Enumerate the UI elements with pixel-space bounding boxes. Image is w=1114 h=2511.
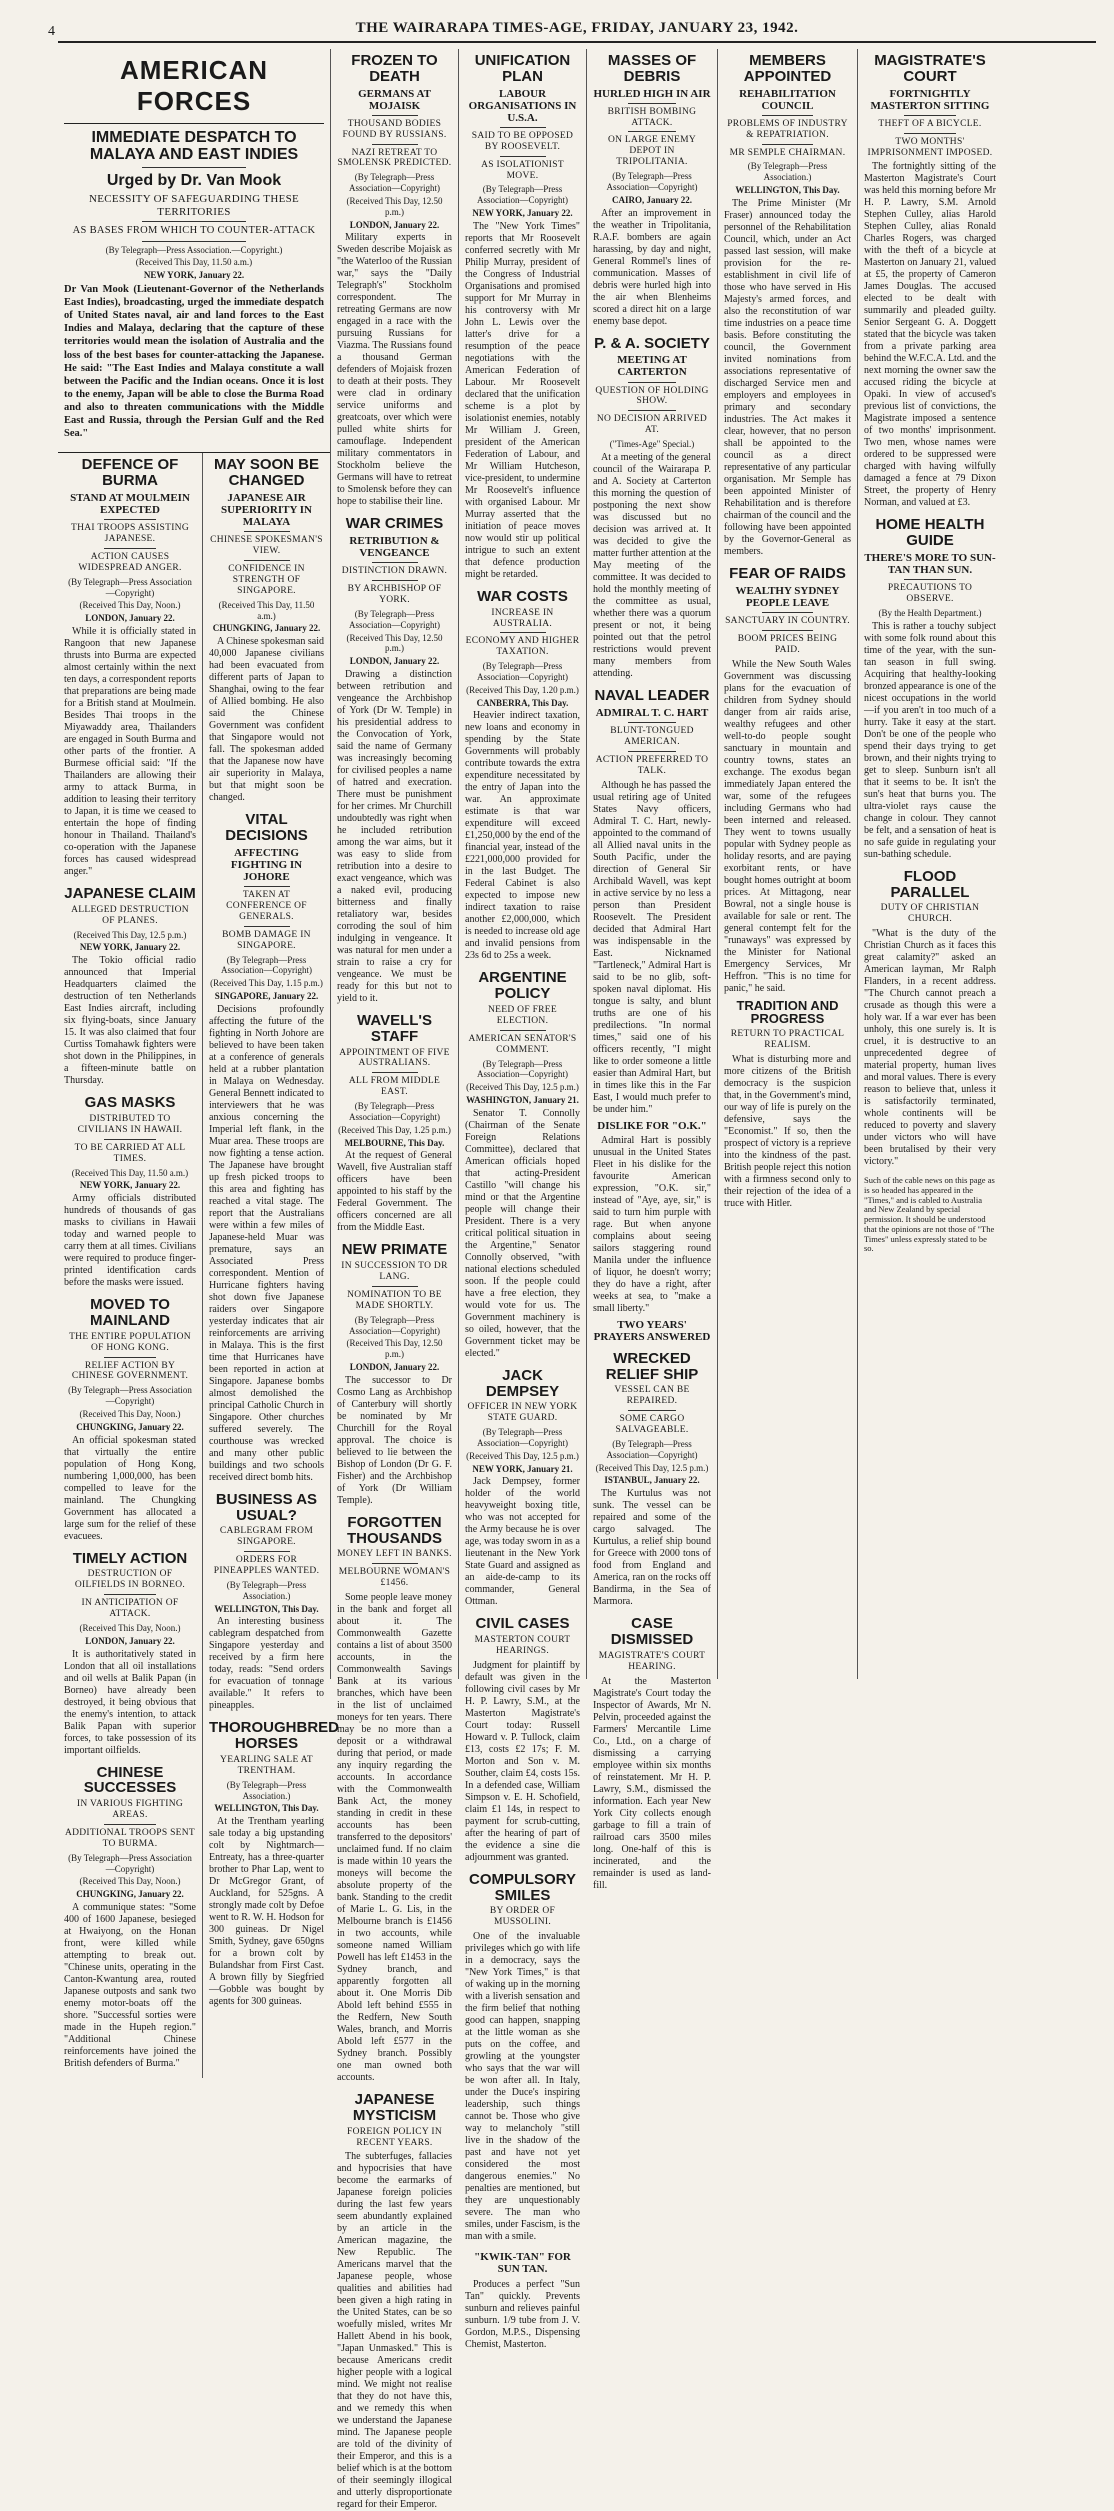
article-body: One of the invaluable privileges which go with life in a democracy, says the "New York Times," is that of waking up in the morning with a liverish sensation and the firm belief that nothing good can happen, snapping at the little woman as she puts on the coffee, and growling at the youngster who says that the war will be won after all. In Italy, under the Duce's inspiring leadership, such things cannot be. Those who give way to melancholy "still live in the shadow of the past and have not yet considered the most dangerous enemies." No penalties are mentioned, but they are unquestionably severe. The man who smiles, under Fascism, is the man with a smile. — [465, 1931, 580, 2243]
dateline: (Received This Day, 12.50 p.m.) — [346, 632, 443, 654]
headline: CIVIL CASES — [475, 1615, 570, 1633]
headline: NAVAL LEADER — [594, 687, 710, 705]
article-unification-plan — [465, 53, 580, 581]
column-1 — [58, 453, 203, 2078]
subheadline: HURLED HIGH IN AIR — [593, 87, 711, 100]
deck: DESTRUCTION OF OILFIELDS IN BORNEO. — [74, 1569, 186, 1591]
dateline: (Received This Day, 12.5 p.m.) — [73, 929, 187, 940]
deck: TWO MONTHS' IMPRISONMENT IMPOSED. — [867, 136, 993, 158]
deck: IN VARIOUS FIGHTING AREAS. — [76, 1799, 184, 1821]
article-body: The successor to Dr Cosmo Lang as Archbishop of Canterbury will shortly be nominated by Mr Churchill for the Royal approval. The choice is believed to lie between the Bishop of London (Dr G. F. Fisher) and the Archbishop of York (Dr William Temple). — [337, 1374, 452, 1506]
deck: AS ISOLATIONIST MOVE. — [481, 159, 564, 181]
article-japanese-mysticism — [337, 2092, 452, 2511]
article-body: At a meeting of the general council of the Wairarapa P. and A. Society at Carterton this morning the question of postponing the next show was discussed but no decision was arrived at. It was decided to give the matter further attention at the May meeting of the committee. It was decided to hold the monthly meeting of the committee as usual, whether there was a quorum present or not, it being pointed out that the petrol restrictions would prevent many members from attending. — [593, 452, 711, 680]
headline: UNIFICATION PLAN — [474, 52, 571, 85]
dateline: WASHINGTON, January 21. — [466, 1095, 579, 1106]
dateline: NEW YORK, January 22. — [79, 1180, 181, 1191]
dateline: (By Telegraph—Press Association—Copyright) — [477, 1058, 568, 1080]
article-timely-action — [64, 1551, 196, 1757]
headline: MEMBERS APPOINTED — [743, 52, 832, 85]
deck: ORDERS FOR PINEAPPLES WANTED. — [213, 1555, 320, 1577]
deck: ECONOMY AND HIGHER TAXATION. — [465, 636, 580, 658]
deck: QUESTION OF HOLDING SHOW. — [595, 385, 709, 407]
article-defence-of-burma — [64, 457, 196, 878]
dateline: CHUNGKING, January 22. — [212, 623, 321, 634]
section-subhead: TWO YEARS' PRAYERS ANSWERED — [593, 1318, 711, 1343]
article-wrecked-relief-ship — [593, 1351, 711, 1608]
dateline: WELLINGTON, This Day. — [214, 1603, 319, 1614]
left-block — [58, 49, 339, 2069]
article-frozen-to-death — [337, 53, 452, 508]
column-7 — [858, 49, 1002, 1679]
article-body: The fortnightly sitting of the Masterton Magistrate's Court was held this morning before Mr H. P. Lawry, S.M. Arnold Stephen Culley, alias Harold Stephen Culley, alias Ronald Charles Rogers, was charged with the theft of a bicycle at Masterton on January 21, valued at £5, the property of Cameron James Douglas. The accused elected to be dealt with summarily and pleaded guilty. Senior Sergeant G. A. Doggett stated that the bicycle was taken from a private parking area behind the W.F.C.A. Ltd. and the next morning the owner saw the accused riding the bicycle at Opaki. In view of accused's previous list of convictions, the Magistrate imposed a sentence of two months' imprisonment. Two men, whose names were ordered to be suppressed were charged with having wilfully damaged a fence at 79 Dixon Street, the property of Henry Norman, and valued at £3. — [864, 161, 996, 509]
dateline: LONDON, January 22. — [85, 613, 175, 624]
deck: DUTY OF CHRISTIAN CHURCH. — [880, 903, 980, 925]
article-fear-of-raids — [724, 566, 851, 1210]
dateline: (By Telegraph—Press Association—Copyright) — [68, 1385, 192, 1407]
deck: INCREASE IN AUSTRALIA. — [491, 607, 554, 629]
dateline: LONDON, January 22. — [349, 219, 440, 230]
dateline: (Received This Day, 11.50 a.m.) — [135, 257, 253, 268]
deck: TAKEN AT CONFERENCE OF GENERALS. — [226, 889, 307, 922]
dateline: (By Telegraph—Press Association—Copyright) — [477, 1427, 568, 1448]
headline: MASSES OF DEBRIS — [607, 52, 697, 85]
dateline: (Received This Day, 12.50 p.m.) — [346, 195, 443, 217]
deck: ON LARGE ENEMY DEPOT IN TRIPOLITANIA. — [607, 135, 697, 168]
deck: NOMINATION TO BE MADE SHORTLY. — [347, 1290, 442, 1311]
subheadline: RETRIBUTION & VENGEANCE — [349, 535, 440, 560]
article-flood-parallel — [864, 869, 996, 1254]
advertisement-kwik-tan — [465, 2251, 580, 2350]
article-body: Some people leave money in the bank and forget all about it. The Commonwealth Gazette contains a list of about 3500 accounts, in the Commonwealth Savings Bank at its various branches, which have been in the list of unclaimed moneys for ten years. There may be no more than a deposit or a withdrawal during that period, or made any inquiry regarding the accounts. In accordance with the Commonwealth Bank Act, the money standing in credit in these accounts has been transferred to the depositors' unclaimed fund. If no claim is made within 10 years the moneys will become the absolute property of the bank. Standing to the credit of Marie L. G. Lis, in the Melbourne branch is £1456 in two accounts, while someone named William Powell has left £1453 in the Sydney branch, and apparently forgotten all about it. One Morris Dib Abold left behind £555 in the Redfern, New South Wales, branch, and Morris Abold left £577 in the Sydney branch. Possibly one man owned both accounts. — [337, 1592, 452, 2084]
deck: MONEY LEFT IN BANKS. — [337, 1549, 452, 1560]
dateline: (Received This Day, Noon.) — [79, 600, 181, 611]
headline: MOVED TO MAINLAND — [90, 1296, 170, 1329]
dateline: ("Times-Age" Special.) — [609, 439, 695, 450]
dateline: WELLINGTON, This Day. — [735, 185, 840, 196]
article-body: Drawing a distinction between retribution and vengeance the Archbishop of York (Dr W. Temple) in his presidential address to the Convocation of York, said the name of Germany was increasingly becoming for civilised peoples a name of hatred and execration. There must be punishment for her crimes. Mr Churchill undoubtedly was right when he included retribution among the war aims, but it was easy to slide from retribution into a desire to exact vengeance, which was a naked evil, producing bitterness and finally retaliatory war, besides corroding the soul of him indulging in vengeance. It was natural for men under a strain to raise a cry for vengeance. We must be ready for this but not to yield to it. — [337, 669, 452, 1005]
article-may-soon-be-changed — [209, 457, 324, 804]
deck: CONFIDENCE IN STRENGTH OF SINGAPORE. — [228, 564, 305, 596]
deck: NEED OF FREE ELECTION. — [487, 1004, 558, 1026]
dateline: SINGAPORE, January 22. — [214, 990, 319, 1001]
dateline: ISTANBUL, January 22. — [604, 1475, 700, 1486]
headline: P. & A. SOCIETY — [594, 334, 710, 352]
dateline: (Received This Day, 12.50 p.m.) — [346, 1338, 443, 1360]
deck: AS BASES FROM WHICH TO COUNTER-ATTACK — [72, 225, 316, 237]
column-6 — [718, 49, 858, 1679]
deck: MELBOURNE WOMAN'S £1456. — [338, 1567, 451, 1589]
dateline: MELBOURNE, This Day. — [344, 1137, 445, 1148]
article-body: A Chinese spokesman said 40,000 Japanese civilians had been evacuated from different parts of Japan to Shanghai, owing to the fear of Allied bombing. He also said the Chinese Government was confident that Singapore would not fall. The spokesman added that the Japanese now have air superiority in Malaya, but that might soon be changed. — [209, 636, 324, 804]
article-american-forces — [58, 49, 330, 444]
dateline: (By Telegraph—Press Association—Copyright) — [68, 576, 192, 598]
article-body: At the request of General Wavell, five Australian staff officers have been appointed to his staff by the Federal Government. The officers concerned are all from the Middle East. — [337, 1150, 452, 1234]
article-moved-to-mainland — [64, 1297, 196, 1542]
article-body: Senator T. Connolly (Chairman of the Senate Foreign Relations Committee), declared that American officials hoped that acting-President Castillo "will change his mind or that the Argentine people will change their President. There is a very critical political situation in the Argentine," Senator Connolly observed, "with national elections scheduled soon. If the people could have a free election, they would vote for us. The Government machinery is so oiled, however, that the Government ticket may be elected." — [465, 1107, 580, 1359]
dateline: (Received This Day, 12.5 p.m.) — [466, 1450, 579, 1461]
dateline: (Received This Day, Noon.) — [79, 1623, 181, 1634]
dateline: (By Telegraph—Press Association.) — [747, 161, 828, 183]
headline: CASE DISMISSED — [610, 1615, 694, 1648]
dateline: (By Telegraph—Press Association—Copyright) — [606, 1439, 698, 1460]
headline: ARGENTINE POLICY — [478, 969, 567, 1003]
headline: FEAR OF RAIDS — [729, 564, 846, 582]
article-body: While it is officially stated in Rangoon that new Japanese thrusts into Burma are expected almost certainly within the next ten days, a correspondent reports that preparations are being made for a British stand at Moulmein. Besides Thai troops in the Miyawaddy area, Thailanders are engaged in South Burma and other parts of the frontier. A Burmese official said: "If the Thailanders are allowing their army to attack Burma, in addition to leasing their territory to Japan, it is time we ceased to entertain the hope of finding honour in Thailand. Thailand's co-operation with the Japanese forces has caused widespread anger." — [64, 625, 196, 877]
subheadline: REHABILITATION COUNCIL — [739, 87, 836, 112]
masthead-title: THE WAIRARAPA TIMES-AGE, FRIDAY, JANUARY 23, 1942. — [355, 20, 799, 36]
deck: FOREIGN POLICY IN RECENT YEARS. — [347, 2126, 442, 2148]
deck: DISTINCTION DRAWN. — [341, 566, 448, 577]
subheadline: MEETING AT CARTERTON — [617, 354, 687, 379]
deck: CHINESE SPOKESMAN'S VIEW. — [210, 535, 323, 557]
deck: BRITISH BOMBING ATTACK. — [607, 106, 697, 128]
deck: BOMB DAMAGE IN SINGAPORE. — [222, 929, 311, 951]
headline: THOROUGHBRED HORSES — [209, 1719, 339, 1753]
dateline: NEW YORK, January 21. — [472, 1463, 573, 1474]
dateline: (Received This Day, 12.5 p.m.) — [595, 1462, 709, 1473]
deck: CABLEGRAM FROM SINGAPORE. — [219, 1526, 314, 1548]
dateline: (By Telegraph—Press Association.) — [226, 1779, 307, 1801]
article-war-costs — [465, 589, 580, 963]
deck: OFFICER IN NEW YORK STATE GUARD. — [467, 1402, 578, 1424]
subheadline: ADMIRAL T. C. HART — [595, 706, 709, 719]
deck: THAI TROOPS ASSISTING JAPANESE. — [70, 523, 190, 545]
article-body: An interesting business cablegram despatched from Singapore yesterday and received by a firm here today, reads: "Send orders for evacuation of tonnage available." It refers to pineapples. — [209, 1616, 324, 1712]
article-body: A communique states: "Some 400 of 1600 Japanese, besieged at Hwaiyong, on the Honan front, were killed while attempting to break out. "Chinese units, operating in the Canton-Kwantung area, routed Japanese outposts and sank two enemy motor-boats off the shore. "Successful sorties were made in the Hupeh region." "Additional Chinese reinforcements have joined the British defenders of Burma." — [64, 1901, 196, 2069]
article-civil-cases — [465, 1616, 580, 1864]
headline: TIMELY ACTION — [72, 1549, 188, 1567]
headline: FLOOD PARALLEL — [890, 867, 970, 901]
deck: BY ARCHBISHOP OF YORK. — [347, 584, 442, 606]
subheadline: IMMEDIATE DESPATCH TO MALAYA AND EAST INDIES — [89, 129, 299, 163]
dateline: (By Telegraph—Press Association—Copyright) — [477, 184, 568, 206]
deck: ADDITIONAL TROOPS SENT TO BURMA. — [64, 1827, 196, 1849]
dateline: CHUNGKING, January 22. — [76, 1421, 184, 1432]
article-chinese-successes — [64, 1765, 196, 2070]
deck: THEFT OF A BICYCLE. — [878, 118, 982, 129]
article-body: Jack Dempsey, former holder of the world heavyweight boxing title, who was not accepted for the Army because he is over age, was today sworn in as a lieutenant in the New York State Guard and assigned as an aide-de-camp to its commander, General Ottman. — [465, 1476, 580, 1608]
article-body: The "New York Times" reports that Mr Roosevelt conferred secretly with Mr Philip Murray, president of the Congress of Industrial Organisations and promised support for Mr Murray in his controversy with Mr John L. Lewis over the latter's drive for a resumption of the peace negotiations with the American Federation of Labour. Mr Roosevelt declared that the unification scheme is a plot by isolationist enemies, notably Mr William J. Green, president of the American Federation of Labour, and Mr William Hutcheson, vice-president, to undermine Mr Roosevelt's influence with organised Labour. Mr Murray asserted that the initiation of peace moves now would stir up political intrigue to such an extent that defence production might be retarded. — [465, 220, 580, 580]
article-war-crimes — [337, 516, 452, 1005]
dateline: (Received This Day, Noon.) — [79, 1876, 181, 1887]
headline: COMPULSORY SMILES — [469, 1870, 576, 1904]
deck: BY ORDER OF MUSSOLINI. — [489, 1906, 556, 1928]
deck: MAGISTRATE'S COURT HEARING. — [598, 1650, 706, 1672]
columns — [58, 49, 1096, 2511]
deck: TO BE CARRIED AT ALL TIMES. — [74, 1142, 186, 1164]
deck: THOUSAND BODIES FOUND BY RUSSIANS. — [342, 118, 447, 140]
article-body: The subterfuges, fallacies and hypocrisies that have become the earmarks of Japanese foreign policies during the last few years seem abundantly explained by an article in the American magazine, the New Republic. The Americans marvel that the Japanese people, whose qualities and abilities had been given a high rating in the United States, can be so woefully misled, writes Mr Hallett Abend in his book, "Japan Unmasked." This is because Americans credit higher people with a logical mind. We might not realise that they do not have this, and we remedy this when we understand the Japanese mind. The Japanese people are told of the divinity of their Emperor, and this is a belief which is at the bottom of their seemingly illogical and utterly disproportionate regard for their Emperor. — [337, 2151, 452, 2511]
dateline: CAIRO, January 22. — [611, 194, 692, 205]
deck: DISTRIBUTED TO CIVILIANS IN HAWAII. — [77, 1113, 183, 1135]
masthead — [48, 20, 1096, 43]
dateline: WELLINGTON, This Day. — [214, 1803, 319, 1814]
dateline: (By Telegraph—Press Association—Copyright) — [349, 1101, 440, 1123]
dateline: CANBERRA, This Day. — [476, 697, 569, 708]
subheadline: LABOUR ORGANISATIONS IN U.S.A. — [468, 87, 577, 124]
deck: ACTION PREFERRED TO TALK. — [595, 754, 709, 776]
subheadline: WEALTHY SYDNEY PEOPLE LEAVE — [735, 584, 840, 609]
byline: Urged by Dr. Van Mook — [106, 171, 282, 189]
article-thoroughbred-horses — [209, 1719, 339, 2008]
dateline: (By the Health Department.) — [878, 607, 982, 618]
deck: IN ANTICIPATION OF ATTACK. — [81, 1598, 179, 1620]
article-body: "What is the duty of the Christian Church as it faces this great calamity?" asked an American layman, Mr Ralph Flanders, in a recent address. "The Church cannot preach a crusade as though this were a holy war. If a war ever has been unholy, this one surely is. It is cruel, it is destructive to an unprecedented degree of material property, human lives and moral values. There is every reason to believe that, unless it is satisfactorily terminated, whole continents will be reduced to poverty and slavery under victors who will have been brutalised by their very victory." — [864, 928, 996, 1168]
subheadline: JAPANESE AIR SUPERIORITY IN MALAYA — [221, 491, 312, 529]
article-gas-masks — [64, 1095, 196, 1289]
article-body: Heavier indirect taxation, new loans and economy in spending by the State Governments will probably contribute towards the extra expenditure necessitated by the entry of Japan into the war. An approximate estimate is that war expenditure will exceed £1,250,000 by the end of the financial year, instead of the £221,000,000 provided for in the last Budget. The Federal Cabinet is also expected to impose new indirect taxation to raise another £2,000,000, which is needed to increase old age and invalid pensions from 23s 6d to 25s a week. — [465, 710, 580, 962]
headline: WAR CRIMES — [345, 515, 444, 533]
article-body: While the New South Wales Government was discussing plans for the evacuation of children from Sydney should danger from air raids arise, wealthy refugees and other well-to-do people sought sanctuary in mountain and country towns, states an exchange. The exodus began immediately Japan entered the war, some of the refugees including Germans who had been interned and released. They went to towns usually popular with Sydney people as holiday resorts, and are paying exorbitant rents, or have bought homes outright at boom prices. At Mittagong, near Bowral, not a single house is available for sale or rent. The general contempt felt for the "runaways" was expressed by the Minister for National Emergency Services, Mr Heffron. "This is no time for panic," he said. — [724, 658, 851, 994]
headline: DEFENCE OF BURMA — [81, 456, 179, 490]
headline: VITAL DECISIONS — [225, 811, 308, 844]
deck: RELIEF ACTION BY CHINESE GOVERNMENT. — [71, 1360, 189, 1382]
dateline: (Received This Day, 1.25 p.m.) — [338, 1124, 451, 1135]
article-pa-society — [593, 336, 711, 680]
deck: BLUNT-TONGUED AMERICAN. — [610, 725, 694, 747]
headline: WAR COSTS — [477, 587, 568, 605]
deck: ALL FROM MIDDLE EAST. — [348, 1076, 441, 1098]
article-home-health-guide — [864, 517, 996, 860]
article-body: Dr Van Mook (Lieutenant-Governor of the Netherlands East Indies), broadcasting, urged the immediate despatch of United States naval, air and land forces to the East Indies and Malaya, declaring that the capture of these territories would mean the isolation of Australia and the loss of the best bases for counter-attacking the Japanese. He said: "The East Indies and Malaya constitute a wall between the Pacific and the Indian oceans. Once it is lost to the enemy, Japan will be able to close the Burma Road and also to threaten communications with the Middle East and Russia, through the Persian Gulf and the Red Sea." — [64, 283, 324, 440]
ad-heading: "KWIK-TAN" FOR SUN TAN. — [474, 2251, 571, 2276]
article-members-appointed — [724, 53, 851, 558]
dateline: LONDON, January 22. — [349, 1362, 440, 1373]
headline: BUSINESS AS USUAL? — [215, 1490, 318, 1524]
deck: MR SEMPLE CHAIRMAN. — [729, 147, 846, 158]
article-body: The Kurtulus was not sunk. The vessel can be repaired and some of the cargo salvaged. The Kurtulus, a relief ship bound for Greece with 2000 tons of food from England and America, ran on the rocks off Bandirma, in the Sea of Marmora. — [593, 1488, 711, 1608]
column-5 — [587, 49, 718, 1891]
article-body: Decisions profoundly affecting the future of the fighting in North Johore are believed to have been taken at a conference of generals held at a rubber plantation in Malaya on Wednesday. General Bennett indicated to interviewers that he was anxious concerning the Imperial left flank, in the Muar area. These troops are now fighting a tense action. The Japanese have brought up fresh picked troops to this area and fighting has reached a vital stage. The report that the Australians were within a few miles of Japanese-held Muar was premature, says an Associated Press correspondent. Mention of Hurricane fighters having shot down five Japanese raiders over Singapore yesterday indicates that air reinforcements are arriving in Malaya. This is the first time that Hurricanes have been reported in action at Singapore. Japanese bombs almost demolished the principal Catholic Church in Singapore. Other churches suffered severely. The courthouse was wrecked and many other public buildings and two schools received direct bomb hits. — [209, 1003, 324, 1483]
dateline: (Received This Day, 12.5 p.m.) — [466, 1082, 579, 1093]
headline: AMERICAN FORCES — [119, 55, 269, 116]
headline: JAPANESE MYSTICISM — [352, 2091, 437, 2124]
article-compulsory-smiles — [465, 1872, 580, 2243]
dateline: NEW YORK, January 22. — [79, 942, 181, 953]
deck: AMERICAN SENATOR'S COMMENT. — [468, 1033, 577, 1055]
headline: WAVELL'S STAFF — [357, 1012, 432, 1045]
dateline: LONDON, January 22. — [349, 656, 440, 667]
deck: MASTERTON COURT HEARINGS. — [474, 1635, 571, 1657]
dateline: (By Telegraph—Press Association—Copyright) — [349, 1314, 440, 1336]
deck: ALLEGED DESTRUCTION OF PLANES. — [71, 904, 189, 926]
deck: SAID TO BE OPPOSED BY ROOSEVELT. — [471, 130, 574, 152]
article-jack-dempsey — [465, 1368, 580, 1609]
article-body: Military experts in Sweden describe Mojaisk as "the Waterloo of the Russian war," says the "Daily Telegraph's" Stockholm correspondent. The retreating Germans are now engaged in a race with the pursuing Russians for Viazma. The Russians found a thousand German defenders of Mojaisk frozen to death at their posts. They were clad in ordinary service uniforms and greatcoats, over which were pulled white shirts for camouflage. Independent military commentators in Stockholm believe the Germans will have to retreat to Smolensk before they can hope to stabilise their line. — [337, 232, 452, 508]
dateline: (Received This Day, 11.50 a.m.) — [71, 1167, 189, 1178]
dateline: (By Telegraph—Press Association.—Copyright.) — [105, 244, 283, 255]
deck: THE ENTIRE POPULATION OF HONG KONG. — [69, 1331, 191, 1353]
ad-body: Produces a perfect "Sun Tan" quickly. Prevents sunburn and relieves painful sunburn. 1/9 tube from J. V. Gordon, M.P.S., Dispensing Chemist, Masterton. — [465, 2278, 580, 2350]
article-body: Although he has passed the usual retiring age of United States Navy officers, Admiral T. C. Hart, newly-appointed to the command of all Allied naval units in the South Pacific, under the direction of General Sir Archibald Wavell, was kept in active service by no less a person than President Roosevelt. The President decided that Admiral Hart was indispensable in the East. Nicknamed "Tartleneck," Admiral Hart is said to be no glib, soft-spoken naval diplomat. His tongue is salty, and blunt truths are one of his predilections. "In normal times," said one of his officers recently, "I might like to order someone a little easier than Admiral Hart, but in times like this in the Far East, I would much prefer to be under him." — [593, 779, 711, 1115]
article-body: It is authoritatively stated in London that all oil installations and oil wells at Balik Papan (in Borneo) have already been destroyed, it being obvious that the enemy's intention, to attack Balik Papan with superior forces, to take possession of its important oilfields. — [64, 1648, 196, 1756]
subheadline: AFFECTING FIGHTING IN JOHORE — [230, 846, 303, 883]
dateline: NEW YORK, January 22. — [143, 270, 245, 281]
column-3 — [331, 49, 459, 2511]
article-body: After an improvement in the weather in Tripolitania, R.A.F. bombers are again harassing, by day and night, General Rommel's lines of communication. Masses of debris were hurled high into the air when Blenheims scored a direct hit on a large enemy base depot. — [593, 207, 711, 327]
deck: NAZI RETREAT TO SMOLENSK PREDICTED. — [337, 147, 452, 169]
article-business-as-usual — [209, 1492, 324, 1713]
section-subhead: DISLIKE FOR "O.K." — [597, 1119, 707, 1132]
headline: FROZEN TO DEATH — [351, 52, 438, 85]
deck: BOOM PRICES BEING PAID. — [737, 633, 838, 655]
headline: MAGISTRATE'S COURT — [874, 52, 986, 85]
dateline: (By Telegraph—Press Association—Copyright) — [477, 661, 568, 683]
subheadline: THERE'S MORE TO SUN-TAN THAN SUN. — [864, 551, 996, 577]
deck: NO DECISION ARRIVED AT. — [596, 414, 708, 436]
headline: CHINESE SUCCESSES — [83, 1763, 177, 1797]
dateline: (By Telegraph—Press Association—Copyright) — [221, 954, 312, 976]
deck: YEARLING SALE AT TRENTHAM. — [220, 1754, 313, 1776]
dateline: NEW YORK, January 22. — [472, 208, 573, 219]
article-body: Admiral Hart is possibly unusual in the United States Fleet in his dislike for the favourite American expression, "O.K. sir," instead of "Aye, aye, sir," is said to turn him purple with rage. But when anyone complains about seeing sailors staggering round Manila under the influence of liquor, he doesn't worry; they do have a right, after weeks at sea, to "make a small liberty." — [593, 1134, 711, 1314]
dateline: (By Telegraph—Press Association—Copyright) — [68, 1852, 192, 1874]
subheadline: FORTNIGHTLY MASTERTON SITTING — [870, 87, 990, 112]
dateline: (By Telegraph—Press Association.) — [226, 1579, 307, 1601]
dateline: (By Telegraph—Press Association—Copyright) — [606, 171, 698, 192]
dateline: LONDON, January 22. — [85, 1635, 175, 1646]
headline: FORGOTTEN THOUSANDS — [346, 1513, 442, 1547]
article-body: What is disturbing more and more citizens of the British democracy is the suspicion that, in the Government's mind, our way of life is purely on the defensive, says the "Economist." If so, then the prospect of victory is a reprieve into the kindness of the past. British people reject this notion with a firmness second only to their rejection of the idea of a truce with Hitler. — [724, 1053, 851, 1209]
article-body: An official spokesman stated that virtually the entire population of Hong Kong, numbering 1,000,000, has been compelled to leave for the mainland. The Chungking Government has allocated a large sum for the relief of these evacuees. — [64, 1434, 196, 1542]
article-new-primate — [337, 1242, 452, 1506]
article-body: This is rather a touchy subject with some folk round about this time of the year, with the sun-tan season in full swing. Acquiring that healthy-looking bronzed appearance is one of the nicest occupations in the world—if you aren't in too much of a hurry. Take it easy at the start. Don't be one of the people who spend their days trying to get brown, and their nights trying to get to sleep. Sunburn isn't all that it seems to be. It isn't the sun's heat that burns you. The ultra-violet rays cause the change in colour. They cannot be felt, and a sensation of heat is no safe guide in regulating your sun-bathing schedule. — [864, 620, 996, 860]
article-body: Army officials distributed hundreds of thousands of gas masks to civilians in Hawaii today and warned people to carry them at all times. Civilians were required to produce finger-printed identification cards before the masks were issued. — [64, 1193, 196, 1289]
article-case-dismissed — [593, 1616, 711, 1891]
article-masses-of-debris — [593, 53, 711, 328]
column-2 — [203, 453, 339, 2078]
article-naval-leader — [593, 688, 711, 1343]
subheadline: STAND AT MOULMEIN EXPECTED — [70, 491, 190, 517]
subheadline: GERMANS AT MOJAISK — [358, 87, 431, 112]
deck: ACTION CAUSES WIDESPREAD ANGER. — [78, 551, 182, 573]
page-number: 4 — [48, 24, 56, 39]
headline: HOME HEALTH GUIDE — [875, 516, 985, 550]
deck: PRECAUTIONS TO OBSERVE. — [887, 583, 973, 605]
article-vital-decisions — [209, 812, 324, 1484]
deck: VESSEL CAN BE REPAIRED. — [614, 1385, 690, 1407]
deck: NECESSITY OF SAFEGUARDING THESE TERRITORIES — [88, 193, 300, 218]
headline: GAS MASKS — [84, 1094, 176, 1112]
article-body: Judgment for plaintiff by default was given in the following civil cases by Mr H. P. Lawry, S.M., at the Masterton Magistrate's Court today: Russell Howard v. P. Tullock, claim £13, costs £2 17s; F. M. Morton and Son v. M. Souther, claim £4, costs 15s. In a defended case, William Simpson v. E. H. Schofield, claim £1 14s, in respect to payment for scrub-cutting, after the hearing of part of the evidence a sine die adjournment was granted. — [465, 1659, 580, 1863]
headline: WRECKED RELIEF SHIP — [605, 1349, 699, 1383]
deck: IN SUCCESSION TO DR LANG. — [341, 1261, 448, 1283]
dateline: (By Telegraph—Press Association—Copyright) — [349, 172, 440, 194]
article-argentine-policy — [465, 970, 580, 1359]
deck: SANCTUARY IN COUNTRY. — [725, 615, 850, 626]
deck: PROBLEMS OF INDUSTRY & REPATRIATION. — [727, 118, 848, 140]
column-4 — [459, 49, 587, 2350]
headline: JACK DEMPSEY — [485, 1366, 560, 1400]
headline: TRADITION AND PROGRESS — [736, 997, 839, 1027]
article-body: At the Masterton Magistrate's Court today the Inspector of Awards, Mr N. Pelvin, proceeded against the Farmers' Mercantile Lime Co., Ltd., on a charge of dismissing a carrying employee within six months of reinstatement. Mr H. P. Lawry, S.M., dismissed the information. Each year New York City collects enough garbage to fill a train of railroad cars 3500 miles long. One-half of this is incinerated, and the remainder is used as land-fill. — [593, 1675, 711, 1891]
copyright-footnote: Such of the cable news on this page as is so headed has appeared in the "Times," and is cabled to Australia and New Zealand by special permission. It should be understood that the opinions are not those of "The Times" unless expressly stated to be so. — [864, 1175, 995, 1254]
article-forgotten-thousands — [337, 1515, 452, 2084]
dateline: (Received This Day, 11.50 a.m.) — [218, 599, 315, 621]
dateline: (Received This Day, 1.15 p.m.) — [210, 978, 323, 989]
dateline: (Received This Day, Noon.) — [79, 1408, 181, 1419]
article-magistrates-court — [864, 53, 996, 509]
dateline: (Received This Day, 1.20 p.m.) — [466, 684, 579, 695]
headline: JAPANESE CLAIM — [64, 884, 196, 902]
headline: MAY SOON BE CHANGED — [213, 456, 320, 490]
deck: APPOINTMENT OF FIVE AUSTRALIANS. — [339, 1047, 450, 1069]
article-wavells-staff — [337, 1013, 452, 1234]
article-body: At the Trentham yearling sale today a big upstanding colt by Nightmarch—Entreaty, has a three-quarter brother to Phar Lap, went to Dr McGregor Grant, of Auckland, for 525gns. A strongly made colt by Defoe went to R. W. H. Hodson for 300 guineas. Dr Nigel Smith, Sydney, gave 650gns for a brown colt by Bulandshar from First Cast. A brown filly by Siegfried—Gobble was bought by agents for 300 guineas. — [209, 1816, 324, 2008]
headline: NEW PRIMATE — [341, 1241, 448, 1259]
article-body: The Prime Minister (Mr Fraser) announced today the personnel of the Rehabilitation Council, which, under an Act passed last session, will make provision for the re-establishment in civil life of those who have served in His Majesty's armed forces, and also the reconstitution of war time industries on a peace time basis. Before constituting the council, the Government invited nominations from associations representative of discharged Service men and employers and employees in primary and secondary industries. The Act makes it clear, however, that no person shall be appointed to the council as a direct representative of any particular organisation. Mr Semple has been appointed Minister of Rehabilitation and is therefore chairman of the council and the following have been appointed by the Governor-General as members. — [724, 197, 851, 557]
article-body: The Tokio official radio announced that Imperial Headquarters claimed the destruction of ten Netherlands East Indies aircraft, including six flying-boats, since January 15. It was also claimed that four Curtiss Tomahawk fighters were shot down in the Philippines, in a fifteen-minute battle on Thursday. — [64, 955, 196, 1087]
dateline: (By Telegraph—Press Association—Copyright) — [349, 609, 440, 630]
dateline: CHUNGKING, January 22. — [76, 1889, 184, 1900]
deck: RETURN TO PRACTICAL REALISM. — [730, 1028, 845, 1050]
article-japanese-claim — [64, 886, 196, 1087]
deck: SOME CARGO SALVAGEABLE. — [615, 1414, 689, 1436]
